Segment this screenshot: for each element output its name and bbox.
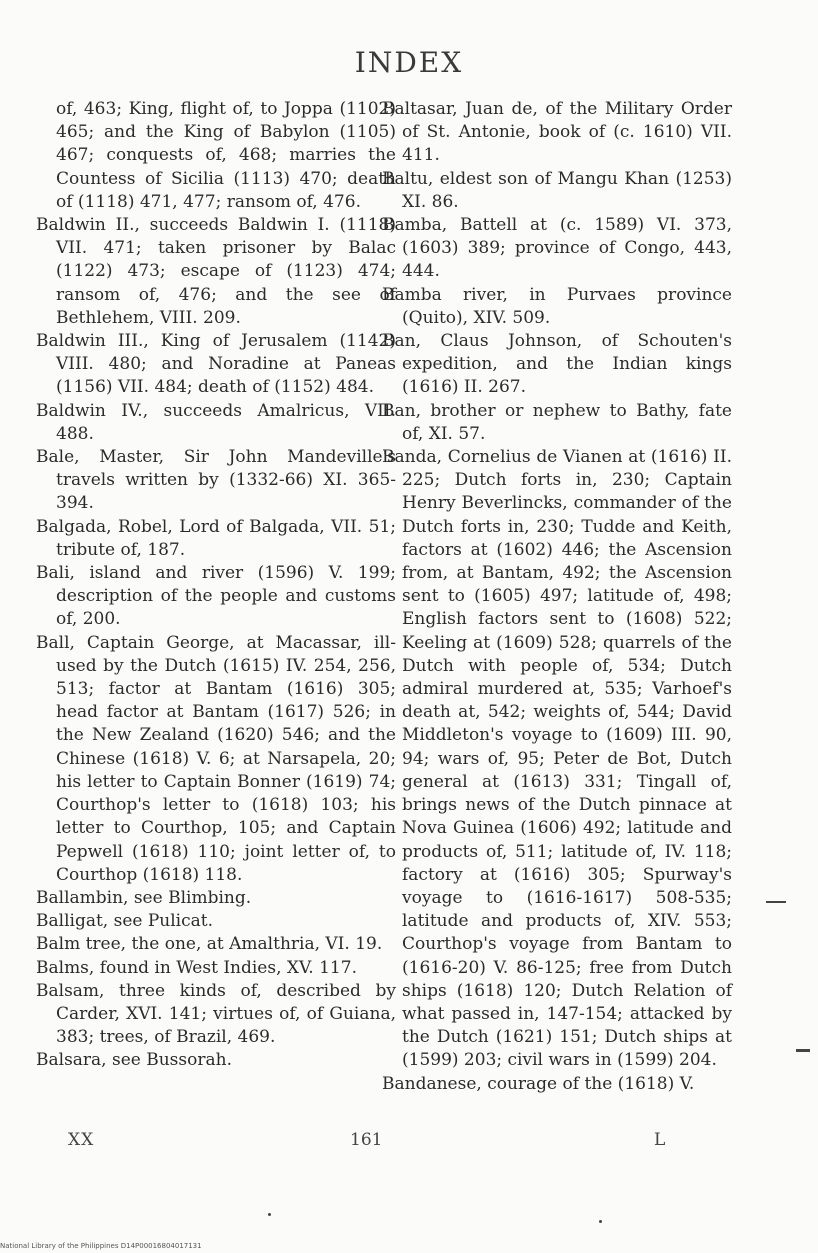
index-entry: Baltu, eldest son of Mangu Khan (1253) XI. 86. [382,168,732,212]
index-entry: Balm tree, the one, at Amalthria, VI. 19. [36,934,383,955]
index-entry: Baltasar, Juan de, of the Military Order of St. Antonie, book of (c. 1610) VII. 411. [382,99,732,166]
index-entry: Bandanese, courage of the (1618) V. [382,1073,695,1094]
index-entry: Ban, brother or nephew to Bathy, fate of, XI. 57. [382,400,732,444]
page-number: 161 [350,1130,383,1150]
index-entry: Balsara, see Bussorah. [36,1050,232,1071]
signature-mark: XX [68,1130,95,1150]
margin-mark [796,1049,810,1052]
margin-mark [766,901,786,903]
index-entry: Banda, Cornelius de Vianen at (1616) II. 225; Dutch forts in, 230; Captain Henry Beverlincks, commander of the Dutch forts in, 230; Tudde and Keith, factors at (1602) 446; the Ascension from, at Bantam, 492; the Ascension sent to (1605) 497; latitude of, 498; English factors sent to (1608) 522; Keeling at (1609) 528; quarrels of the Dutch with people of, 534; Dutch admiral murdered at, 535; Varhoef's death at, 542; weights of, 544; David Middleton's voyage to (1609) III. 90, 94; wars of, 95; Peter de Bot, Dutch general at (1613) 331; Tingall of, brings news of the Dutch pinnace at Nova Guinea (1606) 492; latitude and products of, 511; latitude of, IV. 118; factory at (1616) 305; Spurway's voyage to (1616-1617) 508-535; latitude and products of, XIV. 553; Courthop's voyage from Bantam to (1616-20) V. 86-125; free from Dutch ships (1618) 120; Dutch Relation of what passed in, 147-154; attacked by the Dutch (1621) 151; Dutch ships at (1599) 203; civil wars in (1599) 204. [382,447,732,1071]
page-title: INDEX [354,46,464,79]
scan-credit: National Library of the Philippines D14P00016804017131 [0,1242,202,1250]
index-entry: Balsam, three kinds of, described by Carder, XVI. 141; virtues of, of Guiana, 383; trees, of Brazil, 469. [36,980,396,1048]
index-entry: of, 463; King, flight of, to Joppa (1102) 465; and the King of Babylon (1105) 467; conquests of, 468; marries the Countess of Sicilia (1113) 470; death of (1118) 471, 477; ransom of, 476. [56,99,396,212]
speck-mark [599,1220,602,1223]
index-entry: Baldwin IV., succeeds Amalricus, VII. 488. [36,400,396,444]
index-entry: Bamba river, in Purvaes province (Quito), XIV. 509. [382,284,732,328]
index-entry: Balligat, see Pulicat. [36,911,213,932]
index-entry: Balgada, Robel, Lord of Balgada, VII. 51; tribute of, 187. [36,516,396,560]
index-entry: Ball, Captain George, at Macassar, ill-used by the Dutch (1615) IV. 254, 256, 513; factor at Bantam (1616) 305; head factor at Bantam (1617) 526; in the New Zealand (1620) 546; and the Chinese (1618) V. 6; at Narsapela, 20; his letter to Captain Bonner (1619) 74; Courthop's letter to (1618) 103; his letter to Courthop, 105; and Captain Pepwell (1618) 110; joint letter of, to Courthop (1618) 118. [36,632,396,885]
index-entry: Balms, found in West Indies, XV. 117. [36,957,357,978]
index-entry: Baldwin III., King of Jerusalem (1142) VIII. 480; and Noradine at Paneas (1156) VII. 484; death of (1152) 484. [36,331,396,398]
index-entry: Baldwin II., succeeds Baldwin I. (1118) VII. 471; taken prisoner by Balac (1122) 473; escape of (1123) 474; ransom of, 476; and the see of Bethlehem, VIII. 209. [36,215,396,328]
left-index-column [36,98,396,1073]
index-entry: Bale, Master, Sir John Mandeville's travels written by (1332-66) XI. 365-394. [36,447,396,514]
gathering-letter: L [654,1130,666,1150]
index-entry: Ban, Claus Johnson, of Schouten's expedition, and the Indian kings (1616) II. 267. [382,331,732,398]
speck-mark [268,1213,271,1216]
index-entry: Bamba, Battell at (c. 1589) VI. 373, (1603) 389; province of Congo, 443, 444. [382,215,732,282]
index-entry: Ballambin, see Blimbing. [36,887,252,908]
right-index-column [382,98,732,1096]
index-entry: Bali, island and river (1596) V. 199; description of the people and customs of, 200. [36,563,396,630]
